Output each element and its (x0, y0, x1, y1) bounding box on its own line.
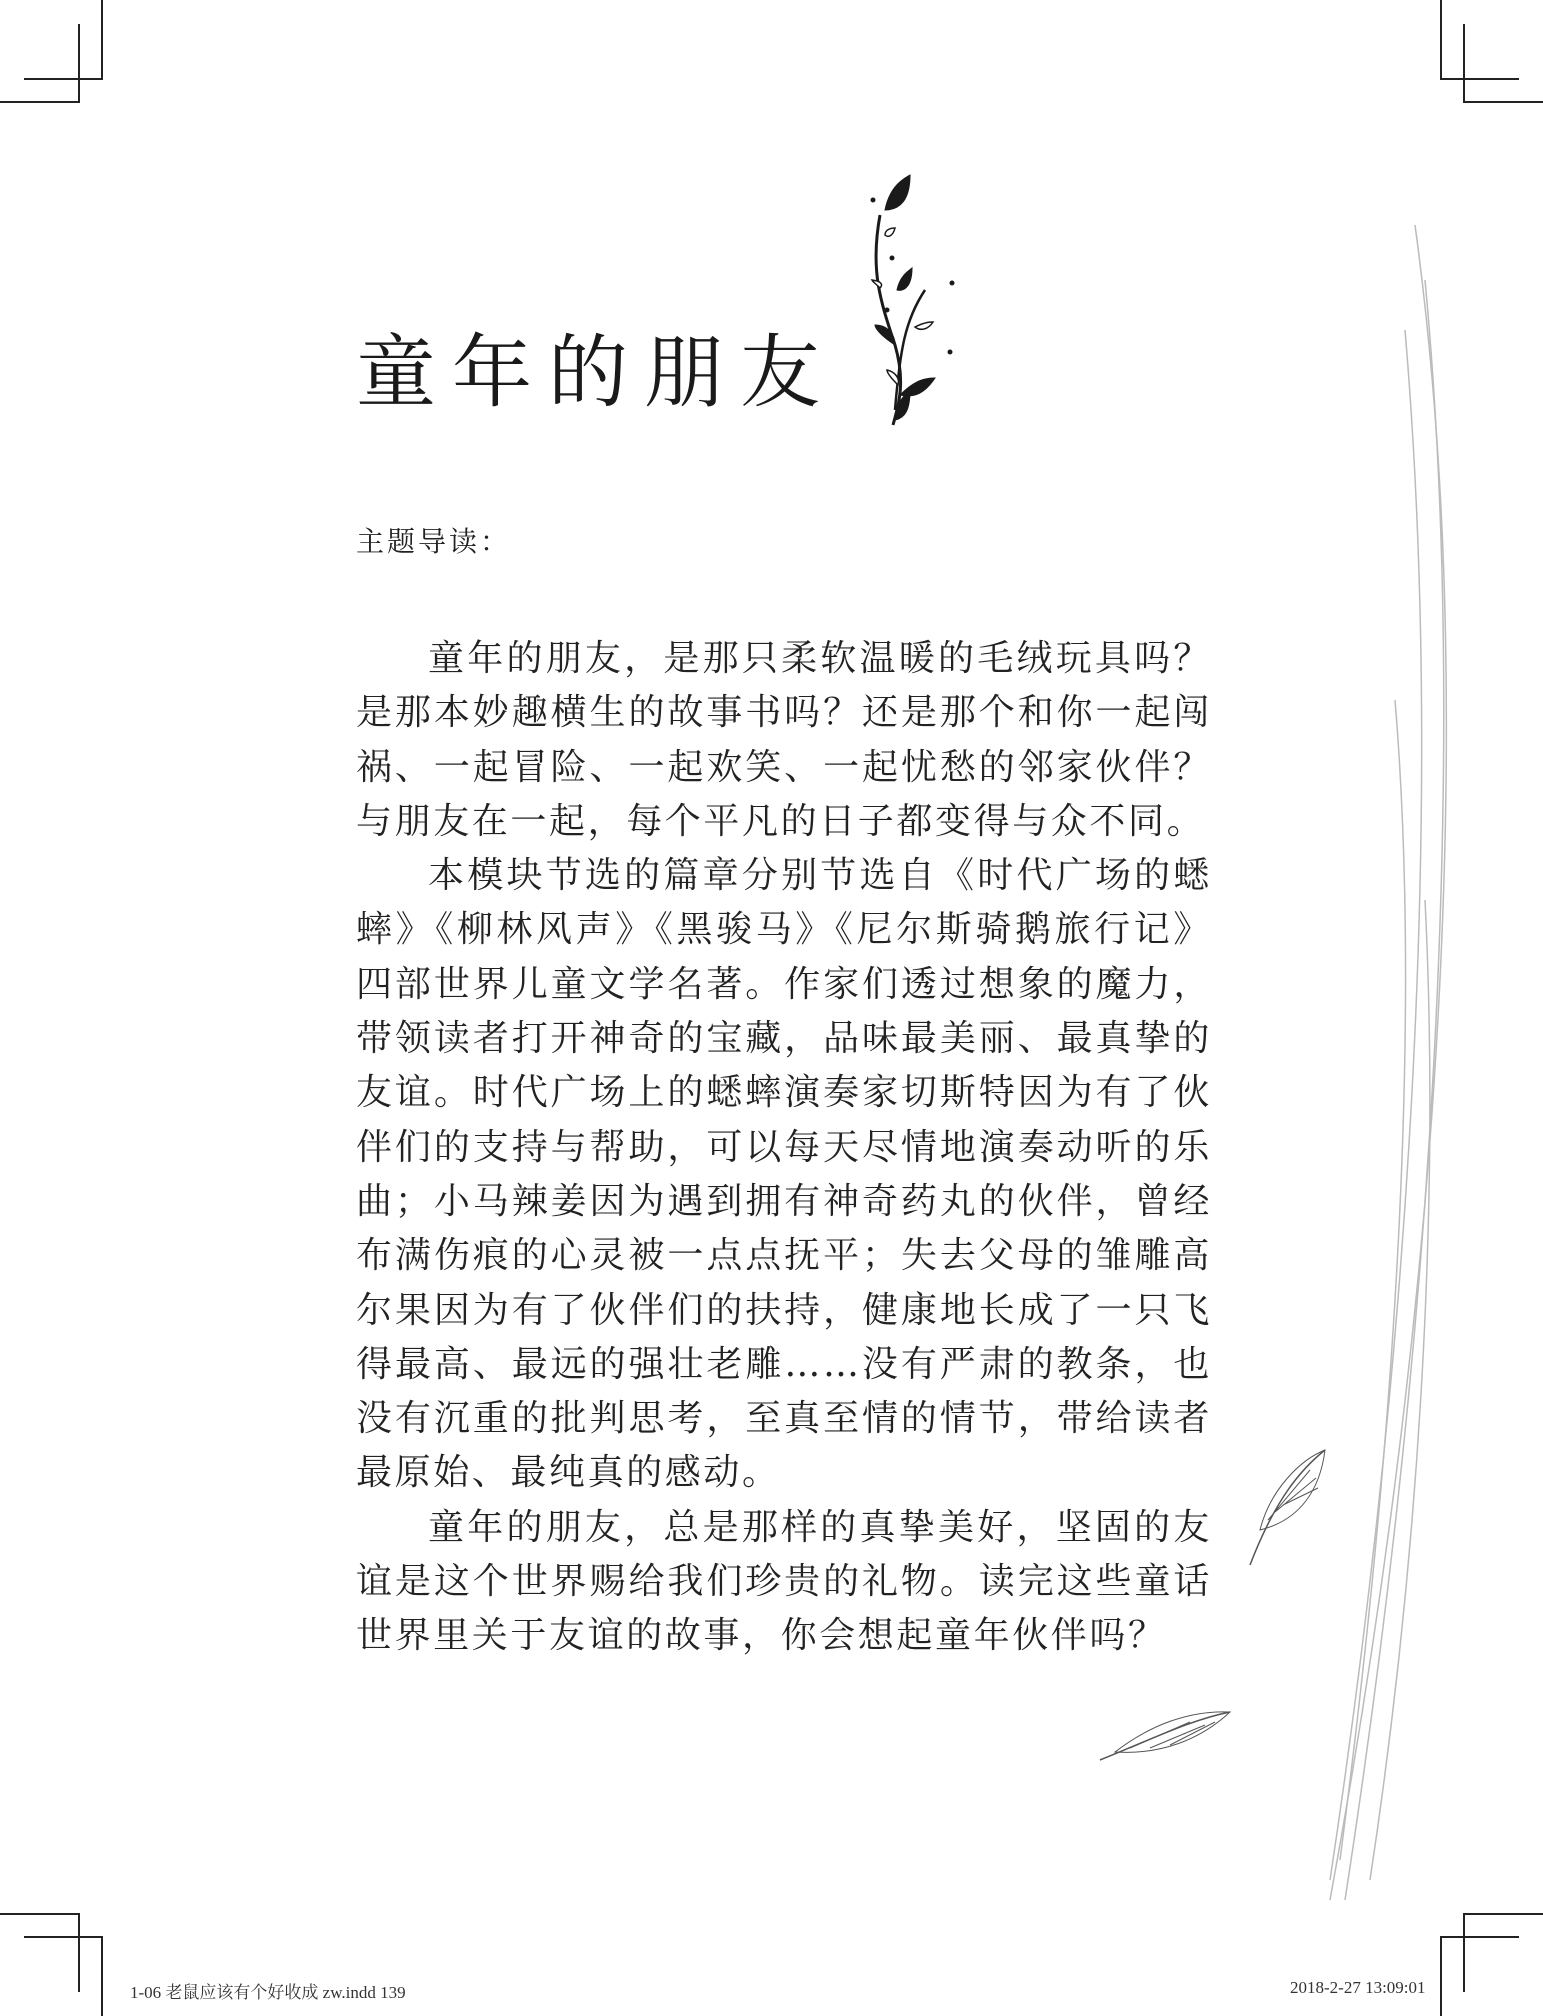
paragraph: 童年的朋友，是那只柔软温暖的毛绒玩具吗？是那本妙趣横生的故事书吗？还是那个和你一起闯祸、一起冒险、一起欢笑、一起忧愁的邻家伙伴？与朋友在一起，每个平凡的日子都变得与众不同。 (356, 638, 1212, 842)
paragraph: 童年的朋友，总是那样的真挚美好，坚固的友谊是这个世界赐给我们珍贵的礼物。读完这些童话世界里关于友谊的故事，你会想起童年伙伴吗？ (356, 1506, 1212, 1657)
feather-icon (1250, 1450, 1325, 1565)
footer-file-info: 1-06 老鼠应该有个好收成 zw.indd 139 (130, 1983, 406, 2002)
plant-vine-icon (871, 175, 954, 425)
feather-icon-2 (1100, 1712, 1230, 1760)
page-title: 童年的朋友 (356, 326, 836, 419)
decorative-curves (1330, 225, 1446, 1900)
section-heading: 主题导读： (356, 525, 512, 558)
footer-timestamp: 2018-2-27 13:09:01 (1290, 1978, 1426, 1997)
paragraph: 本模块节选的篇章分别节选自《时代广场的蟋蟀》《柳林风声》《黑骏马》《尼尔斯骑鹅旅行记》四部世界儿童文学名著。作家们透过想象的魔力，带领读者打开神奇的宝藏，品味最美丽、最真挚的友谊。时代广场上的蟋蟀演奏家切斯特因为有了伙伴们的支持与帮助，可以每天尽情地演奏动听的乐曲；小马辣姜因为遇到拥有神奇药丸的伙伴，曾经布满伤痕的心灵被一点点抚平；失去父母的雏雕高尔果因为有了伙伴们的扶持，健康地长成了一只飞得最高、最远的强壮老雕……没有严肃的教条，也没有沉重的批判思考，至真至情的情节，带给读者最原始、最纯真的感动。 (356, 855, 1212, 1494)
body-text (356, 632, 1212, 1664)
